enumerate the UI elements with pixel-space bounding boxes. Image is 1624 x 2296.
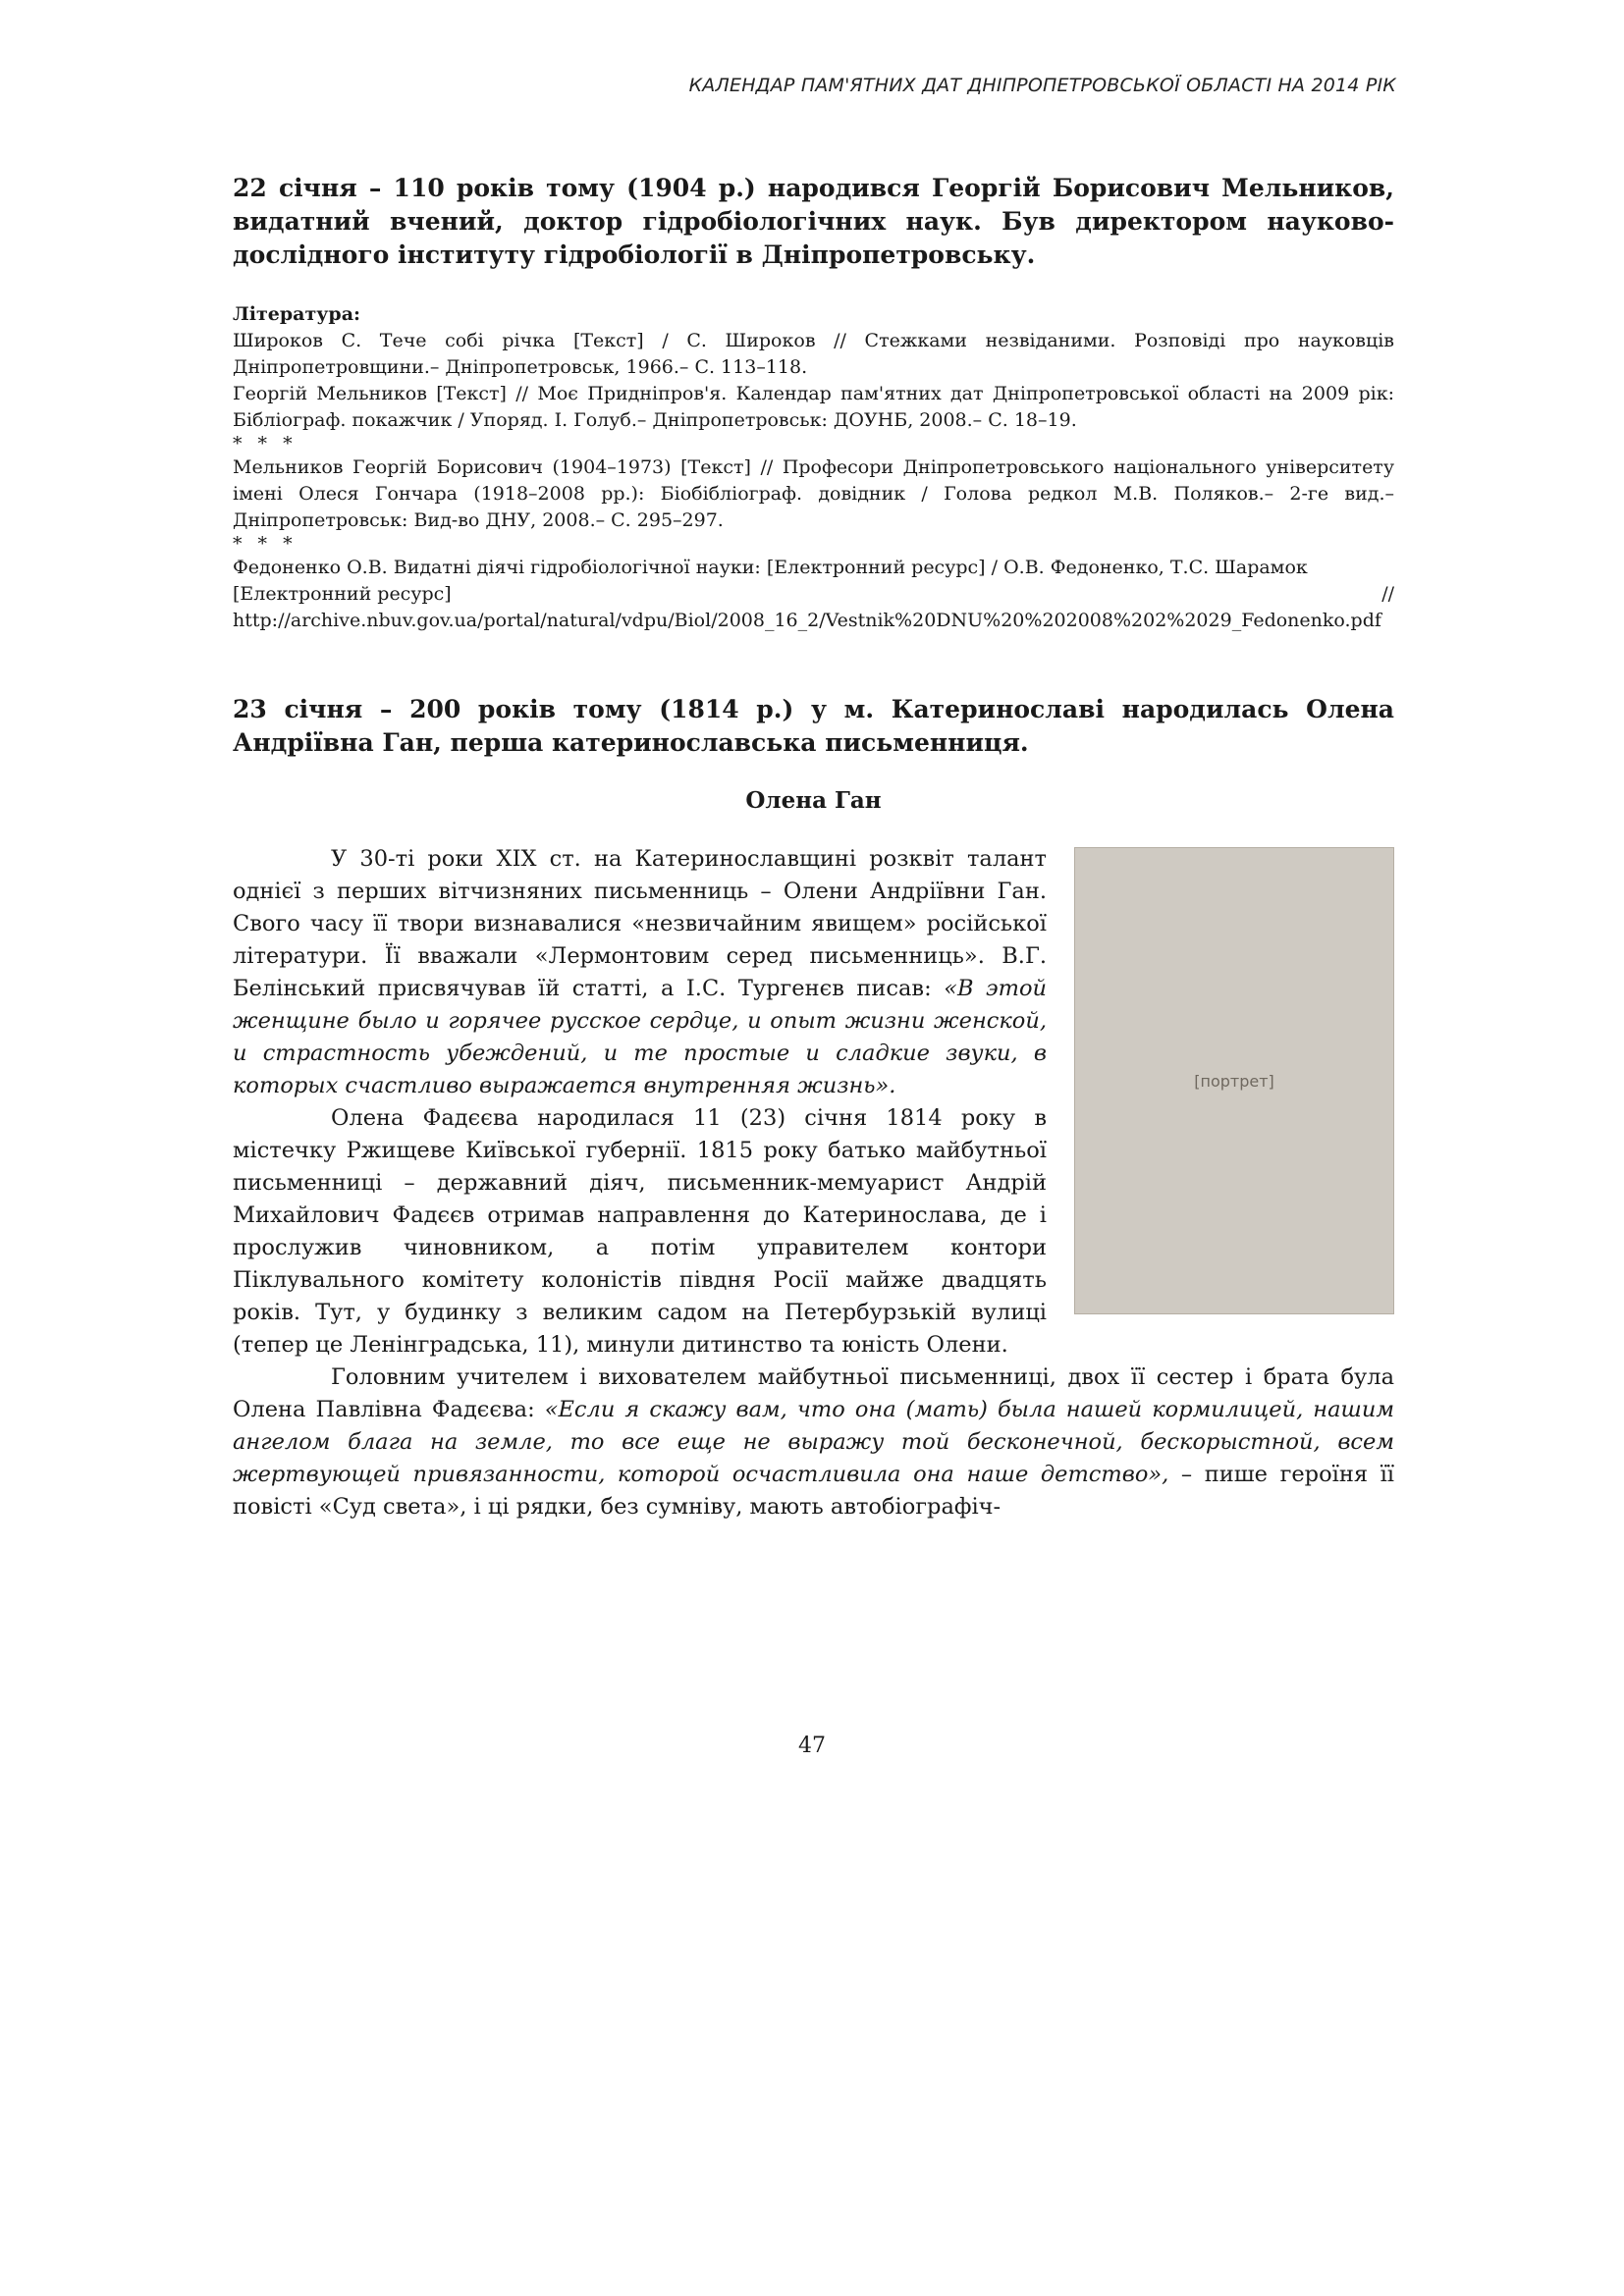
paragraph-text: Головним учителем і вихователем майбутньої письменниці, двох її сестер і брата була Олена Павлівна Фадєєва:: [233, 1364, 1394, 1422]
article-title: Олена Ган: [745, 787, 882, 814]
event-heading-2: 23 січня – 200 років тому (1814 р.) у м. Катеринославі народилась Олена Андріївна Ган, перша катеринославська письменниця.: [233, 695, 1394, 757]
article-body: [233, 843, 1394, 1523]
separator: * * *: [233, 533, 298, 555]
running-header: КАЛЕНДАР ПАМ'ЯТНИХ ДАТ ДНІПРОПЕТРОВСЬКОЇ ОБЛАСТІ НА 2014 РІК: [688, 75, 1396, 96]
electronic-resource-label: [Електронний ресурс]: [233, 583, 452, 605]
literature-list: [233, 301, 1394, 634]
paragraph-text: – пише героїня її повісті «Суд света», і ці рядки, без сумніву, мають автобіографіч-: [233, 1462, 1394, 1520]
separator: * * *: [233, 433, 298, 454]
literature-entry: Мельников Георгій Борисович (1904–1973) [Текст] // Професори Дніпропетровського національного університету імені Олеся Гончара (1918–2008 рр.): Біобібліограф. довідник / Голова редкол М.В. Поляков.– 2-ге вид.– Дніпропетровськ: Вид-во ДНУ, 2008.– С. 295–297.: [233, 456, 1394, 531]
event-heading-1: 22 січня – 110 років тому (1904 р.) народився Георгій Борисович Мельников, видатний вчений, доктор гідробіологічних наук. Був директором науково-дослідного інституту гідробіології в Дніпропетровську.: [233, 174, 1394, 269]
literature-title: Література:: [233, 303, 361, 325]
paragraph: Олена Фадєєва народилася 11 (23) січня 1814 року в містечку Ржищеве Київської губернії. 1815 року батько майбутньої письменниці – державний діяч, письменник-мемуарист Андрій Михайлович Фадєєв отримав направлення до Катеринослава, де і прослужив чиновником, а потім управителем контори Піклувального комітету колоністів півдня Росії майже двадцять років. Тут, у будинку з великим садом на Петербурзькій вулиці (тепер це Ленінградська, 11), минули дитинство та юність Олени.: [233, 1105, 1047, 1358]
literature-entry: Широков С. Тече собі річка [Текст] / С. Широков // Стежками незвіданими. Розповіді про науковців Дніпропетровщини.– Дніпропетровськ, 1966.– С. 113–118.: [233, 330, 1394, 378]
literature-entry: Георгій Мельников [Текст] // Моє Придніпров'я. Календар пам'ятних дат Дніпропетровської області на 2009 рік: Бібліограф. покажчик / Упоряд. І. Голуб.– Дніпропетровськ: ДОУНБ, 2008.– С. 18–19.: [233, 383, 1394, 431]
paragraph-text: У 30-ті роки XIX ст. на Катеринославщині розквіт талант однієї з перших вітчизняних письменниць – Олени Андріївни Ган. Свого часу її твори визнавалися «незвичайним явищем» російської літератури. Її вважали «Лермонтовим серед письменниць». В.Г. Белінський присвячував їй статті, а І.С. Тургенєв писав:: [233, 846, 1047, 1001]
portrait-image: [портрет]: [1074, 847, 1394, 1314]
literature-entry: Федоненко О.В. Видатні діячі гідробіологічної науки: [Електронний ресурс] / О.В. Федоненко, Т.С. Шарамок: [233, 557, 1308, 578]
quote: «Если я скажу вам, что она (мать) была нашей кормилицей, нашим ангелом блага на земле, то все еще не выражу той бесконечной, бескорыстной, всем жертвующей привязанности, которой осчастливила она наше детство»,: [233, 1397, 1394, 1487]
resource-url-link[interactable]: http://archive.nbuv.gov.ua/portal/natural/vdpu/Biol/2008_16_2/Vestnik%20DNU%20%202008%202%2029_Fedonenko.pdf: [233, 610, 1381, 631]
slash-separator: //: [1381, 583, 1394, 605]
paragraph: [233, 1362, 1394, 1523]
quote: «В этой женщине было и горячее русское сердце, и опыт жизни женской, и страстность убеждений, и те простые и сладкие звуки, в которых счастливо выражается внутренняя жизнь».: [233, 976, 1047, 1098]
page-content: [233, 172, 1394, 1523]
literature-entry-continuation: [233, 581, 1394, 608]
page-number: 47: [798, 1734, 826, 1758]
